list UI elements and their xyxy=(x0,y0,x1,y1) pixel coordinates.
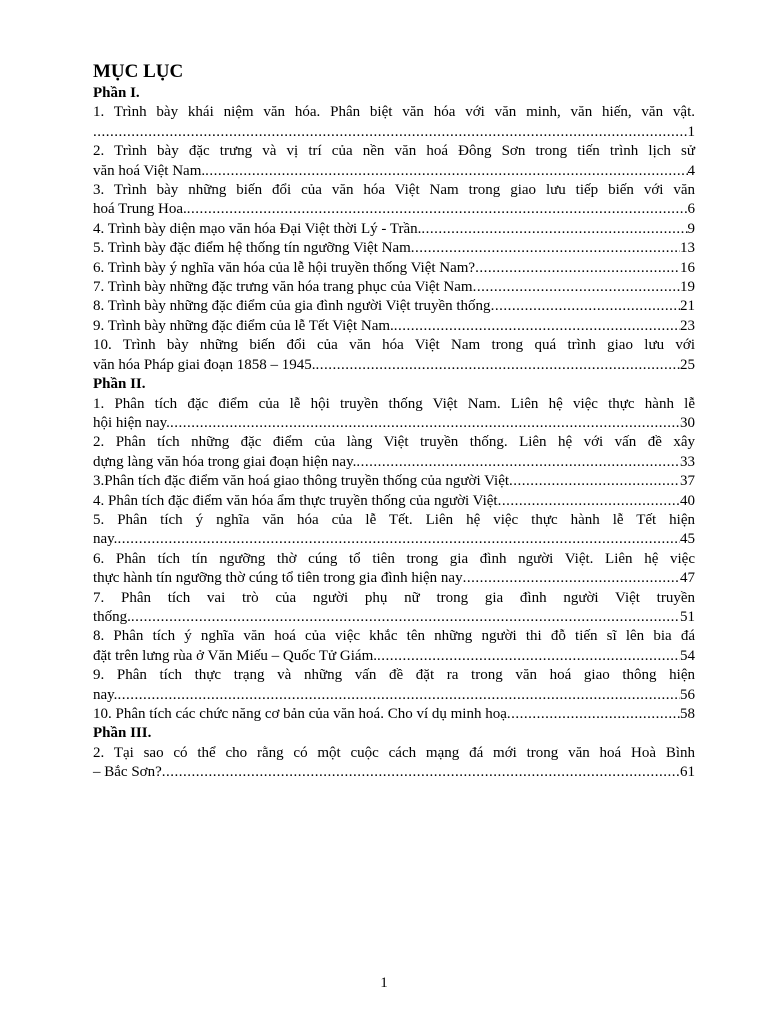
toc-entry-heading: 1. Trình bày khái niệm văn hóa. Phân biệt văn hóa với văn minh, văn hiến, văn vật. xyxy=(93,104,695,121)
toc-page-number: 4 xyxy=(687,162,695,179)
toc-entry-heading: 6. Phân tích tín ngưỡng thờ cúng tổ tiên trong gia đình người Việt. Liên hệ việc xyxy=(93,550,695,567)
part-title: Phần I. xyxy=(93,85,140,101)
toc-entry[interactable] xyxy=(93,666,695,705)
toc-entry[interactable] xyxy=(93,317,695,336)
toc-entry-text: 5. Trình bày đặc điểm hệ thống tín ngưỡng Việt Nam xyxy=(93,240,411,257)
toc-entry-text: 10. Phân tích các chức năng cơ bản của văn hoá. Cho ví dụ minh hoạ xyxy=(93,706,507,722)
toc-entry[interactable] xyxy=(93,103,695,142)
toc-entry-text: 4. Phân tích đặc điểm văn hóa ẩm thực truyền thống của người Việt xyxy=(93,492,498,509)
toc-entry[interactable] xyxy=(93,472,695,491)
dot-leader xyxy=(411,239,680,258)
toc-page-number: 13 xyxy=(680,240,695,257)
toc-entry-line xyxy=(93,317,695,336)
toc-page-number: 45 xyxy=(680,531,695,548)
dot-leader xyxy=(498,492,680,511)
dot-leader xyxy=(421,220,687,239)
toc-entry-text: đặt trên lưng rùa ở Văn Miếu – Quốc Tử Giám. xyxy=(93,647,377,664)
dot-leader xyxy=(475,259,680,278)
toc-entry-text: hoá Trung Hoa. xyxy=(93,201,187,218)
dot-leader xyxy=(507,705,680,724)
toc-entry[interactable] xyxy=(93,220,695,239)
dot-leader xyxy=(491,297,680,316)
toc-entry[interactable] xyxy=(93,627,695,666)
toc-entry[interactable] xyxy=(93,181,695,220)
toc-entry-line xyxy=(93,123,695,142)
toc-entry-heading: 9. Phân tích thực trạng và những vấn đề đặt ra trong văn hoá giao thông hiện xyxy=(93,667,695,684)
dot-leader xyxy=(463,569,680,588)
toc-entry-line xyxy=(93,686,695,705)
toc-page-number: 58 xyxy=(680,706,695,722)
toc-entry-line xyxy=(93,472,695,491)
toc-page-number: 23 xyxy=(680,317,695,334)
dot-leader xyxy=(394,317,680,336)
toc-entry[interactable] xyxy=(93,395,695,434)
toc-page-number: 30 xyxy=(680,414,695,431)
toc-entry-line xyxy=(93,200,695,219)
toc-page-number: 61 xyxy=(680,764,695,781)
toc-entry[interactable] xyxy=(93,550,695,589)
toc-entry-text: nay. xyxy=(93,531,118,548)
toc-page-number: 40 xyxy=(680,492,695,509)
toc-page-number: 33 xyxy=(680,453,695,470)
toc-entry-line xyxy=(93,705,695,724)
dot-leader xyxy=(315,356,680,375)
dot-leader xyxy=(117,686,680,705)
toc-entry[interactable] xyxy=(93,297,695,316)
toc-page-number: 56 xyxy=(680,686,695,703)
toc-entry[interactable] xyxy=(93,511,695,550)
toc-entry-text: thực hành tín ngưỡng thờ cúng tổ tiên trong gia đình hiện nay xyxy=(93,570,463,587)
toc-page-number: 19 xyxy=(680,279,695,296)
toc-entry[interactable] xyxy=(93,744,695,783)
dot-leader xyxy=(93,123,688,142)
toc-entry-text: hội hiện nay. xyxy=(93,414,170,431)
toc-entry-text: 4. Trình bày diện mạo văn hóa Đại Việt thời Lý - Trần. xyxy=(93,220,422,237)
dot-leader xyxy=(356,453,680,472)
toc-page-number: 16 xyxy=(680,259,695,276)
toc-entry-text: – Bắc Sơn? xyxy=(93,764,162,781)
toc-entry-heading: 3. Trình bày những biến đổi của văn hóa Việt Nam trong giao lưu tiếp biến với văn xyxy=(93,182,695,199)
toc-entry-line xyxy=(93,530,695,549)
toc-entry-heading: 2. Phân tích những đặc điểm của làng Việt truyền thống. Liên hệ với vấn đề xây xyxy=(93,434,695,451)
toc-page-number: 51 xyxy=(680,608,695,625)
toc-page-number: 6 xyxy=(687,201,695,218)
toc-entry-text: 7. Trình bày những đặc trưng văn hóa trang phục của Việt Nam xyxy=(93,279,473,296)
toc-entry-heading: 7. Phân tích vai trò của người phụ nữ trong gia đình người Việt truyền xyxy=(93,589,695,606)
part-title: Phần II. xyxy=(93,376,146,393)
toc-entry-heading: 5. Phân tích ý nghĩa văn hóa của lễ Tết. Liên hệ việc thực hành lễ Tết hiện xyxy=(93,511,695,528)
toc-entry[interactable] xyxy=(93,433,695,472)
toc-entry-line xyxy=(93,239,695,258)
toc-page-number: 9 xyxy=(687,220,695,237)
toc-entry-heading: 10. Trình bày những biến đổi của văn hóa Việt Nam trong quá trình giao lưu với xyxy=(93,337,695,354)
toc-entry[interactable] xyxy=(93,142,695,181)
table-of-contents xyxy=(93,60,695,783)
toc-entry-text: văn hóa Pháp giai đoạn 1858 – 1945. xyxy=(93,356,316,373)
toc-entry-line xyxy=(93,569,695,588)
toc-entry-line xyxy=(93,608,695,627)
page-number: 1 xyxy=(380,975,388,991)
dot-leader xyxy=(473,278,680,297)
toc-entry-line xyxy=(93,356,695,375)
toc-entry-text: văn hoá Việt Nam. xyxy=(93,162,206,179)
toc-entry[interactable] xyxy=(93,492,695,511)
toc-entry[interactable] xyxy=(93,259,695,278)
toc-page-number: 21 xyxy=(680,298,695,315)
toc-entry-line xyxy=(93,297,695,316)
toc-entry-line xyxy=(93,763,695,782)
toc-page-number: 25 xyxy=(680,356,695,373)
toc-entry[interactable] xyxy=(93,705,695,724)
toc-entry-heading: 1. Phân tích đặc điểm của lễ hội truyền thống Việt Nam. Liên hệ việc thực hành lễ xyxy=(93,395,695,412)
dot-leader xyxy=(205,162,687,181)
toc-entry-line xyxy=(93,453,695,472)
toc-entry-line xyxy=(93,278,695,297)
dot-leader xyxy=(117,530,680,549)
toc-entry-line xyxy=(93,647,695,666)
toc-entry[interactable] xyxy=(93,278,695,297)
toc-entry-heading: 2. Tại sao có thể cho rằng có một cuộc cách mạng đá mới trong văn hoá Hoà Bình xyxy=(93,744,695,761)
toc-entry-text: dựng làng văn hóa trong giai đoạn hiện nay. xyxy=(93,453,357,470)
toc-entry-text: 6. Trình bày ý nghĩa văn hóa của lễ hội truyền thống Việt Nam? xyxy=(93,259,476,276)
toc-entry-text: 3.Phân tích đặc điểm văn hoá giao thông truyền thống của người Việt xyxy=(93,473,510,490)
dot-leader xyxy=(187,200,688,219)
part-title: Phần III. xyxy=(93,725,152,742)
dot-leader xyxy=(131,608,680,627)
dot-leader xyxy=(162,763,680,782)
toc-page-number: 47 xyxy=(680,570,695,587)
toc-entry-text: thống. xyxy=(93,608,131,625)
dot-leader xyxy=(170,414,680,433)
dot-leader xyxy=(509,472,680,491)
toc-title: MỤC LỤC xyxy=(93,61,184,82)
toc-entry-line xyxy=(93,414,695,433)
toc-entry-line xyxy=(93,162,695,181)
toc-entry-line xyxy=(93,492,695,511)
toc-page-number: 54 xyxy=(680,647,695,664)
toc-page-number: 1 xyxy=(687,123,695,140)
toc-entry-heading: 8. Phân tích ý nghĩa văn hoá của việc khắc tên những người thi đỗ tiến sĩ lên bia đá xyxy=(93,628,695,645)
toc-entry-text: nay. xyxy=(93,686,118,703)
dot-leader xyxy=(377,647,680,666)
toc-entry-text: 8. Trình bày những đặc điểm của gia đình người Việt truyền thống xyxy=(93,298,491,315)
toc-entry[interactable] xyxy=(93,589,695,628)
toc-entry-line xyxy=(93,259,695,278)
toc-entry-text: 9. Trình bày những đặc điểm của lễ Tết Việt Nam. xyxy=(93,317,394,334)
toc-page-number: 37 xyxy=(680,473,695,490)
toc-entry-heading: 2. Trình bày đặc trưng và vị trí của nền văn hoá Đông Sơn trong tiến trình lịch sử xyxy=(93,143,695,160)
toc-entry[interactable] xyxy=(93,239,695,258)
toc-entry[interactable] xyxy=(93,336,695,375)
toc-entry-line xyxy=(93,220,695,239)
